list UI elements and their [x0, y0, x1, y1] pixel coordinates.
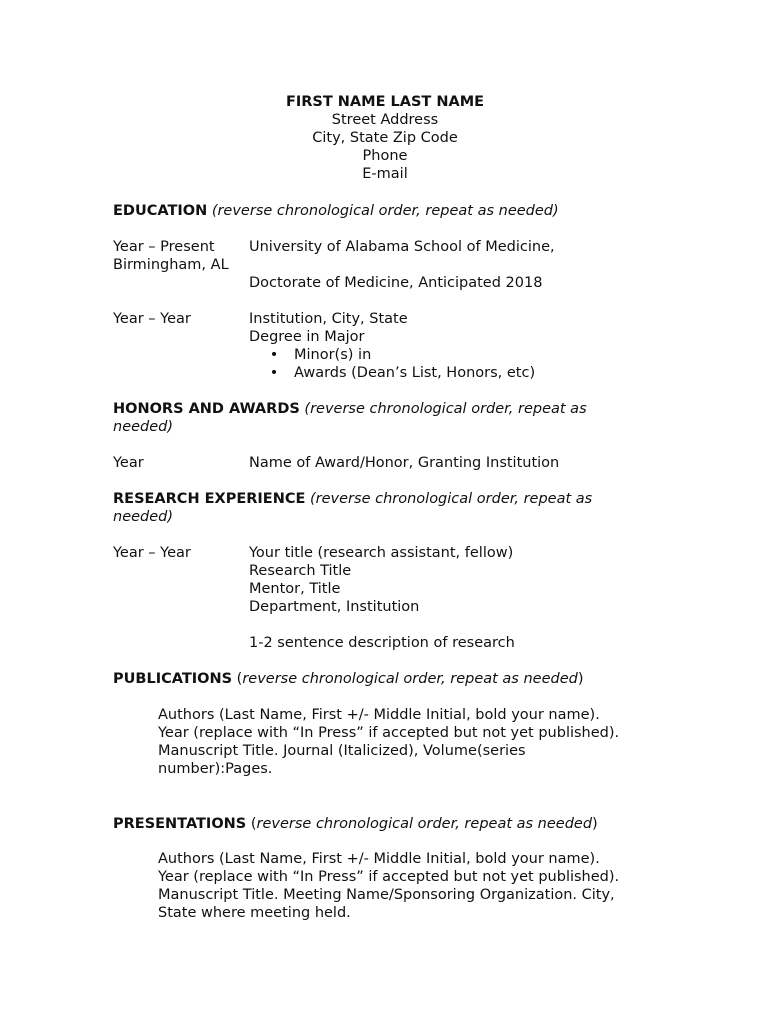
street-address: Street Address	[331, 112, 439, 128]
research-project-title: Research Title	[249, 563, 352, 579]
name-heading: FIRST NAME LAST NAME	[285, 94, 485, 110]
city-state-zip: City, State Zip Code	[312, 130, 458, 146]
education-bullet-minor: Minor(s) in	[294, 347, 372, 363]
education-entry1-location: Birmingham, AL	[113, 257, 229, 273]
honors-heading: HONORS AND AWARDS	[113, 401, 300, 417]
phone: Phone	[362, 148, 408, 164]
publication-line: Year (replace with “In Press” if accepted but not yet published).	[158, 725, 620, 741]
education-entry1-years: Year – Present	[113, 239, 215, 255]
research-mentor: Mentor, Title	[249, 581, 341, 597]
education-bullet-awards: Awards (Dean’s List, Honors, etc)	[294, 365, 536, 381]
education-entry2-years: Year – Year	[113, 311, 191, 327]
publications-note: reverse chronological order, repeat as needed	[242, 671, 578, 687]
education-entry2-institution: Institution, City, State	[249, 311, 408, 327]
research-years: Year – Year	[113, 545, 191, 561]
education-heading: EDUCATION	[113, 203, 208, 219]
publications-heading: PUBLICATIONS	[113, 671, 233, 687]
research-title-role: Your title (research assistant, fellow)	[249, 545, 514, 561]
research-section-title	[113, 490, 592, 508]
education-entry1-degree: Doctorate of Medicine, Anticipated 2018	[249, 275, 543, 291]
publications-paren-close: )	[577, 671, 584, 687]
bullet-icon: •	[269, 347, 279, 363]
education-entry2-degree: Degree in Major	[249, 329, 365, 345]
email: E-mail	[362, 166, 408, 182]
education-entry1-institution: University of Alabama School of Medicine,	[249, 239, 555, 255]
publication-line: Authors (Last Name, First +/- Middle Initial, bold your name).	[158, 707, 600, 723]
publication-line: Manuscript Title. Journal (Italicized), Volume(series	[158, 743, 526, 759]
honors-award: Name of Award/Honor, Granting Institution	[249, 455, 560, 471]
honors-note: (reverse chronological order, repeat as	[304, 401, 587, 417]
presentations-paren-open: (	[250, 816, 257, 832]
presentations-section-title	[113, 815, 598, 833]
presentation-line: Year (replace with “In Press” if accepted but not yet published).	[158, 869, 620, 885]
presentations-heading: PRESENTATIONS	[113, 816, 247, 832]
presentation-line: Authors (Last Name, First +/- Middle Initial, bold your name).	[158, 851, 600, 867]
honors-note-continued: needed)	[113, 419, 174, 435]
research-note: (reverse chronological order, repeat as	[310, 491, 593, 507]
publication-line: number):Pages.	[158, 761, 273, 777]
presentations-note: reverse chronological order, repeat as needed	[256, 816, 593, 832]
research-note-continued: needed)	[113, 509, 174, 525]
education-section-title	[113, 202, 559, 220]
presentation-line: State where meeting held.	[158, 905, 351, 921]
presentations-paren-close: )	[592, 816, 598, 832]
presentation-line: Manuscript Title. Meeting Name/Sponsoring Organization. City,	[158, 887, 615, 903]
publications-paren-open: (	[236, 671, 243, 687]
honors-year: Year	[113, 455, 144, 471]
publications-section-title	[113, 670, 584, 688]
education-note: (reverse chronological order, repeat as needed)	[211, 203, 559, 219]
bullet-icon: •	[269, 365, 279, 381]
honors-section-title	[113, 400, 587, 418]
research-description: 1-2 sentence description of research	[249, 635, 515, 651]
research-heading: RESEARCH EXPERIENCE	[113, 491, 306, 507]
research-department: Department, Institution	[249, 599, 420, 615]
